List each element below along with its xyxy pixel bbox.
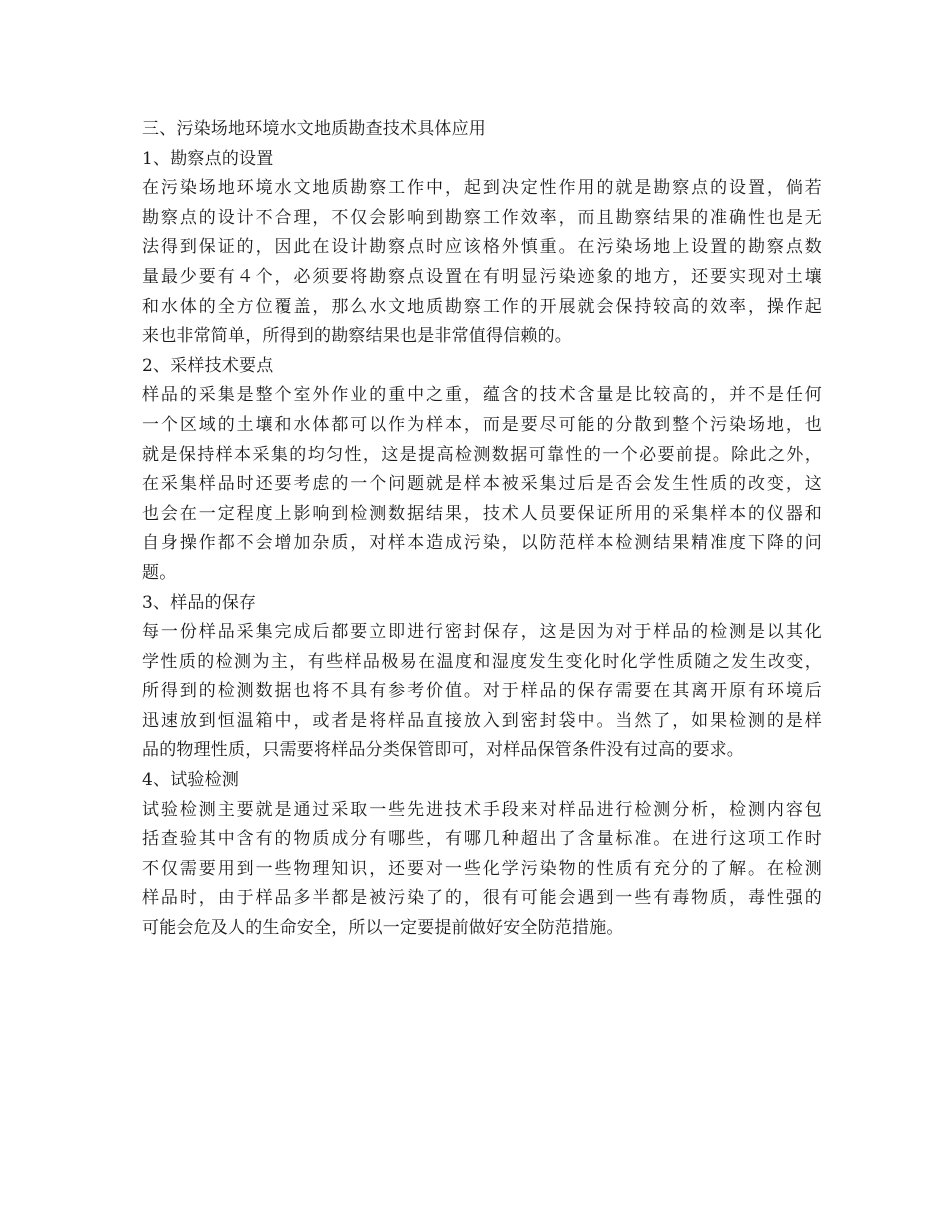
paragraph-line: 试验检测主要就是通过采取一些先进技术手段来对样品进行检测分析，检测内容包 [142, 799, 822, 820]
paragraph-line: 迅速放到恒温箱中，或者是将样品直接放入到密封袋中。当然了，如果检测的是样 [142, 710, 822, 731]
paragraph-line: 括查验其中含有的物质成分有哪些，有哪几种超出了含量标准。在进行这项工作时 [142, 829, 822, 850]
document-page [142, 115, 822, 944]
paragraph-line: 品的物理性质，只需要将样品分类保管即可，对样品保管条件没有过高的要求。 [142, 740, 744, 761]
subsection-heading: 2、采样技术要点 [142, 355, 274, 376]
paragraph-line: 样品的采集是整个室外作业的重中之重，蕴含的技术含量是比较高的，并不是任何 [142, 385, 822, 406]
subsection-heading: 3、样品的保存 [142, 592, 257, 613]
paragraph-line: 每一份样品采集完成后都要立即进行密封保存，这是因为对于样品的检测是以其化 [142, 622, 822, 643]
subsection-heading: 4、试验检测 [142, 770, 240, 791]
paragraph-line: 不仅需要用到一些物理知识，还要对一些化学污染物的性质有充分的了解。在检测 [142, 858, 822, 879]
paragraph-line: 一个区域的土壤和水体都可以作为样本，而是要尽可能的分散到整个污染场地，也 [142, 414, 822, 435]
paragraph-line: 自身操作都不会增加杂质，对样本造成污染，以防范样本检测结果精准度下降的问 [142, 533, 822, 554]
subsection-heading: 1、勘察点的设置 [142, 148, 274, 169]
paragraph-line: 也会在一定程度上影响到检测数据结果，技术人员要保证所用的采集样本的仪器和 [142, 503, 822, 524]
paragraph-line: 在采集样品时还要考虑的一个问题就是样本被采集过后是否会发生性质的改变，这 [142, 474, 822, 495]
paragraph-line: 可能会危及人的生命安全，所以一定要提前做好安全防范措施。 [142, 918, 624, 939]
paragraph-line: 所得到的检测数据也将不具有参考价值。对于样品的保存需要在其离开原有环境后 [142, 681, 822, 702]
paragraph-line: 学性质的检测为主，有些样品极易在温度和湿度发生变化时化学性质随之发生改变， [142, 651, 822, 672]
paragraph-line: 在污染场地环境水文地质勘察工作中，起到决定性作用的就是勘察点的设置，倘若 [142, 178, 822, 199]
paragraph-line: 来也非常简单，所得到的勘察结果也是非常值得信赖的。 [142, 326, 572, 347]
section-title: 三、污染场地环境水文地质勘查技术具体应用 [142, 119, 486, 139]
paragraph-line: 法得到保证的，因此在设计勘察点时应该格外慎重。在污染场地上设置的勘察点数 [142, 237, 822, 258]
paragraph-line: 量最少要有４个，必须要将勘察点设置在有明显污染迹象的地方，还要实现对土壤 [142, 266, 822, 287]
paragraph-line: 样品时，由于样品多半都是被污染了的，很有可能会遇到一些有毒物质，毒性强的 [142, 888, 822, 909]
paragraph-line: 和水体的全方位覆盖，那么水文地质勘察工作的开展就会保持较高的效率，操作起 [142, 296, 822, 317]
paragraph-line: 就是保持样本采集的均匀性，这是提高检测数据可靠性的一个必要前提。除此之外， [142, 444, 822, 465]
paragraph-line: 题。 [142, 562, 177, 583]
paragraph-line: 勘察点的设计不合理，不仅会影响到勘察工作效率，而且勘察结果的准确性也是无 [142, 207, 822, 228]
